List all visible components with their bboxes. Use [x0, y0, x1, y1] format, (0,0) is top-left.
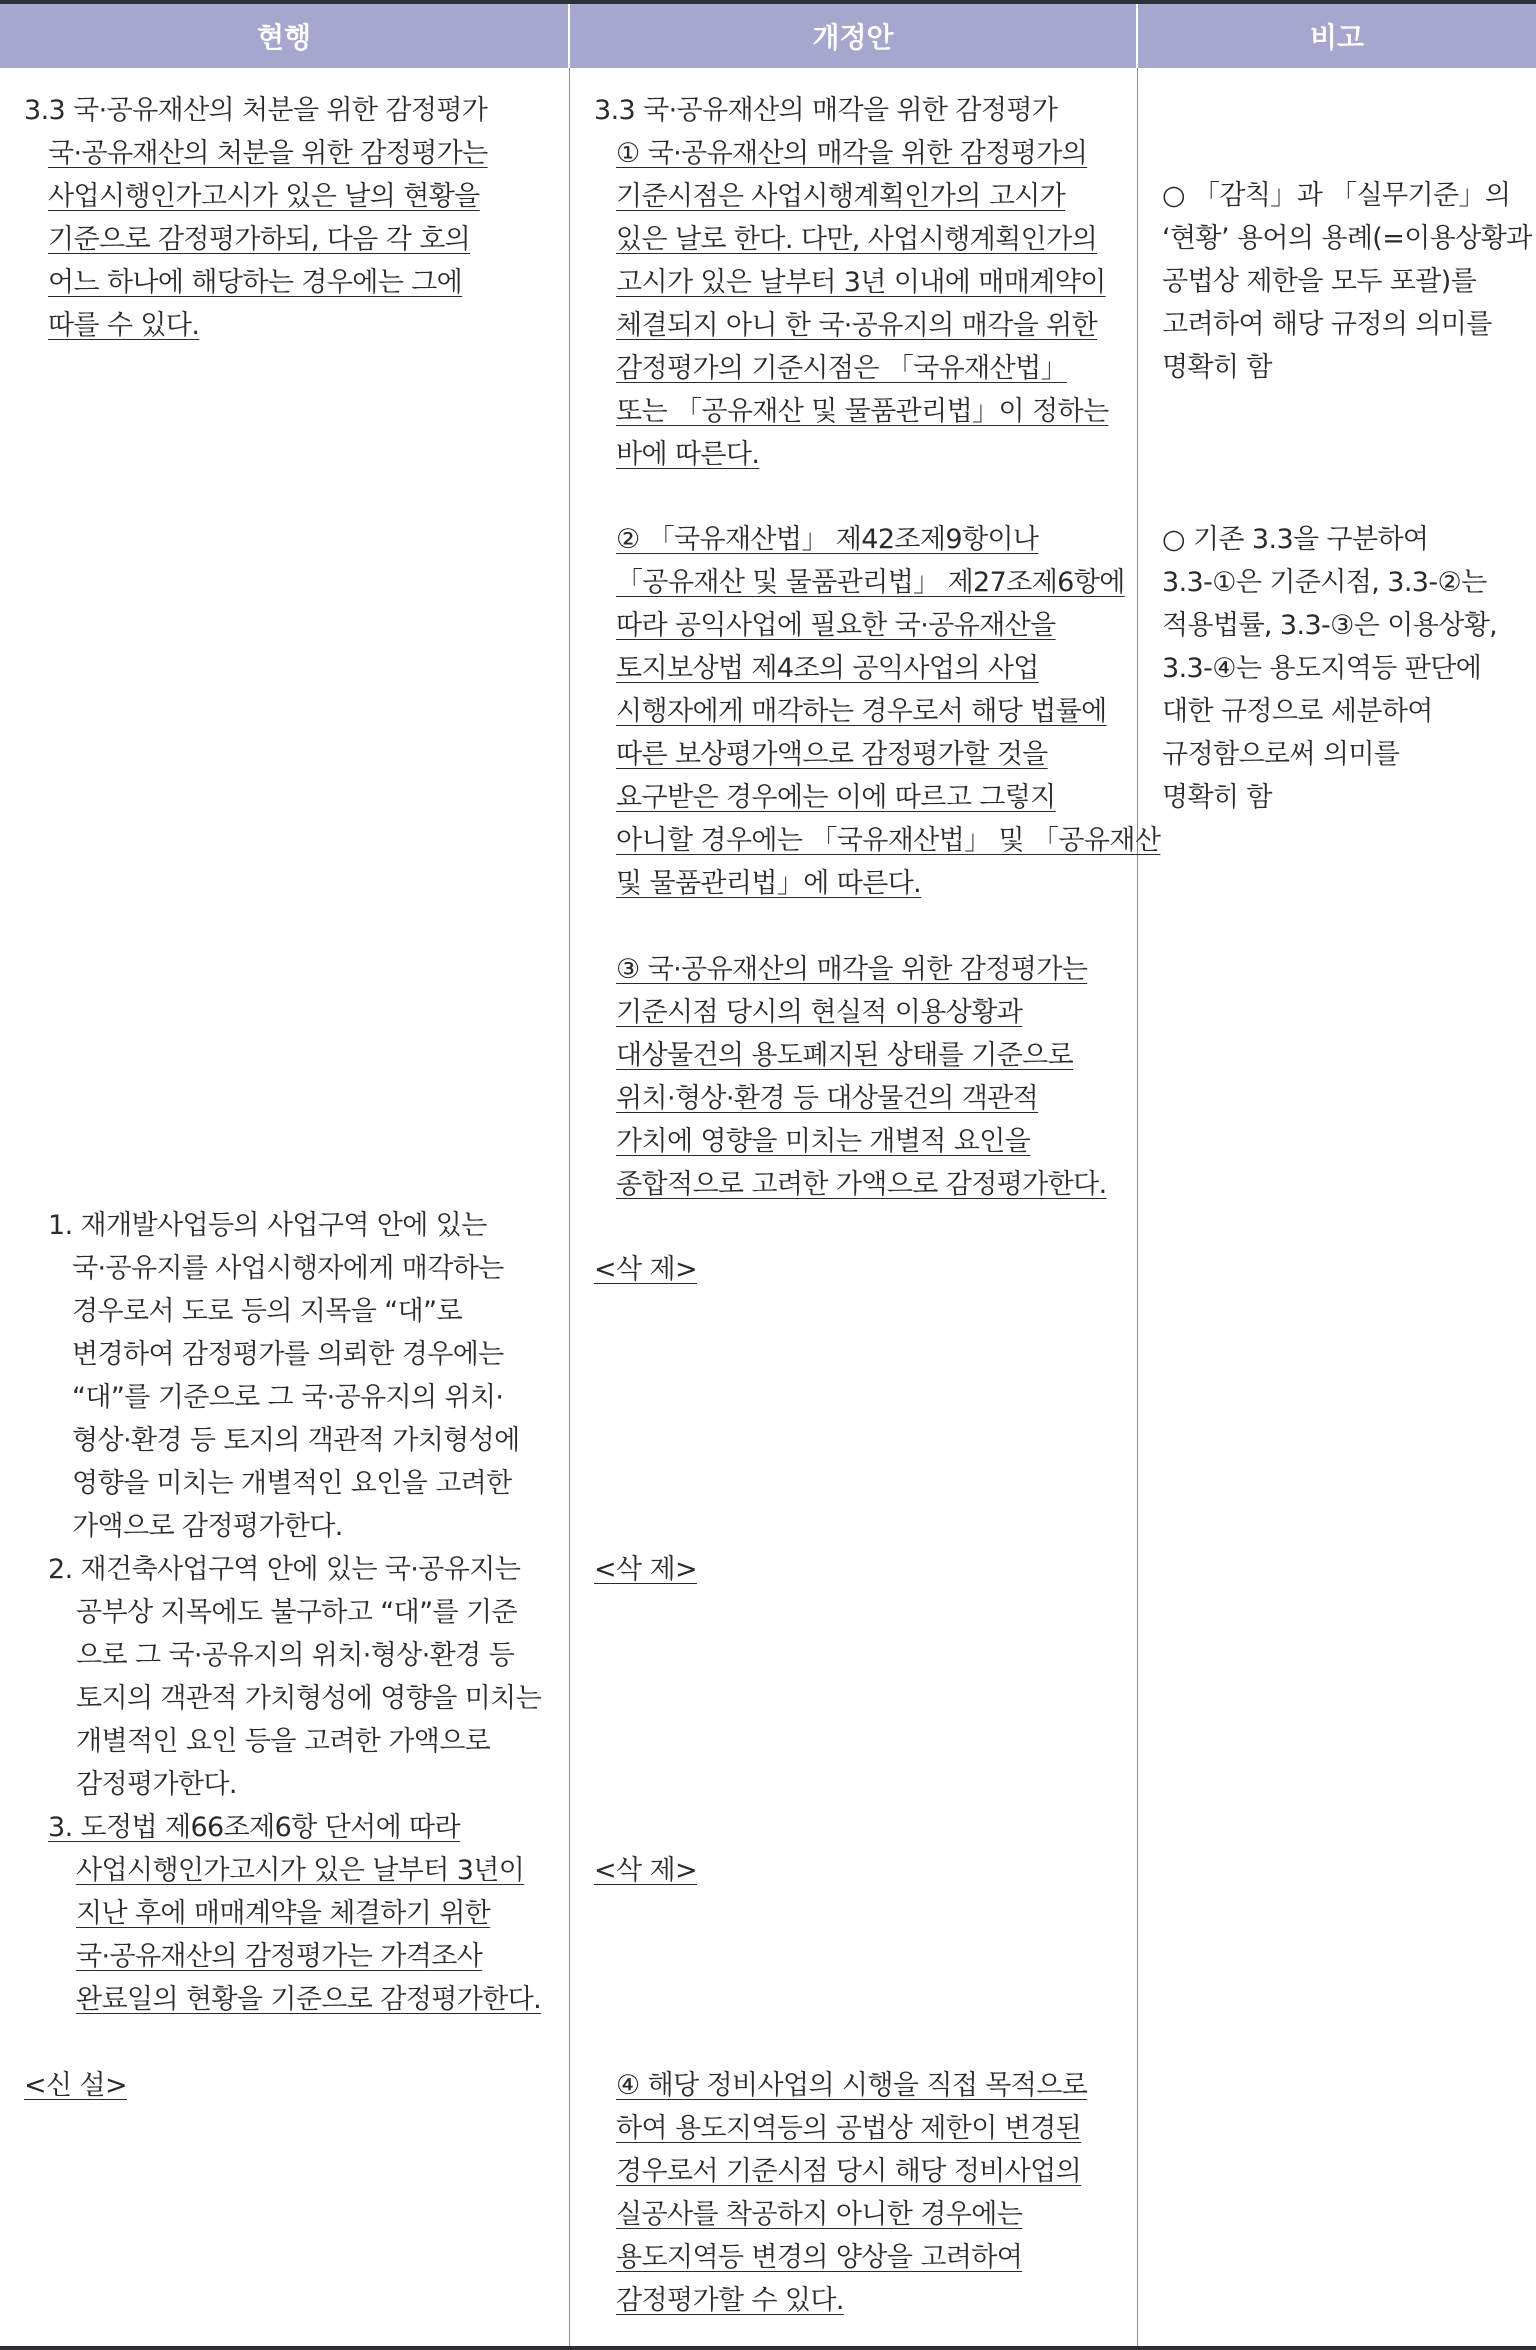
text-line: ② 「국유재산법」 제42조제9항이나	[616, 524, 1039, 555]
text-line: 공부상 지목에도 불구하고 “대”를 기준	[76, 1597, 517, 1628]
text-line: 3.3-①은 기준시점, 3.3-②는	[1162, 567, 1487, 598]
text-line: 영향을 미치는 개별적인 요인을 고려한	[72, 1468, 512, 1499]
text-line: 형상·환경 등 토지의 객관적 가치형성에	[72, 1425, 520, 1456]
text-line: 토지보상법 제4조의 공익사업의 사업	[616, 653, 1039, 684]
text-line: 종합적으로 고려한 가액으로 감정평가한다.	[616, 1169, 1107, 1200]
text-line: 「공유재산 및 물품관리법」 제27조제6항에	[616, 567, 1125, 598]
text-line: 규정함으로써 의미를	[1162, 739, 1400, 770]
text-line: 실공사를 착공하지 아니한 경우에는	[616, 2199, 1023, 2230]
text-line: 고시가 있은 날부터 3년 이내에 매매계약이	[616, 267, 1106, 298]
text-line: 으로 그 국·공유지의 위치·형상·환경 등	[76, 1640, 515, 1671]
note-1	[0, 174, 1532, 389]
text-line: 고려하여 해당 규정의 의미를	[1162, 309, 1492, 340]
text-line: 및 물품관리법」에 따른다.	[616, 868, 922, 899]
text-line: 2. 재건축사업구역 안에 있는 국·공유지는	[48, 1554, 521, 1585]
text-line: 하여 용도지역등의 공법상 제한이 변경된	[616, 2113, 1082, 2144]
note-2	[0, 518, 1497, 819]
text-line: 완료일의 현황을 기준으로 감정평가한다.	[76, 1984, 542, 2015]
text-line: 따른 보상평가액으로 감정평가할 것을	[616, 739, 1048, 770]
text-line: 기준시점 당시의 현실적 이용상황과	[616, 997, 1023, 1028]
text-line: 명확히 함	[1162, 782, 1272, 813]
text-line: 감정평가의 기준시점은 「국유재산법」	[616, 353, 1067, 384]
text-line: ④ 해당 정비사업의 시행을 직접 목적으로	[616, 2070, 1088, 2101]
text-line: 명확히 함	[1162, 352, 1272, 383]
revised-deleted-3: <삭 제>	[594, 1855, 697, 1886]
text-line: 경우로서 도로 등의 지목을 “대”로	[72, 1296, 462, 1327]
current-new-mark: <신 설>	[24, 2070, 127, 2101]
revised-section-3-3-title: 3.3 국·공유재산의 매각을 위한 감정평가	[594, 95, 1058, 126]
header-current: 현행	[0, 4, 570, 68]
text-line: 대한 규정으로 세분하여	[1162, 696, 1433, 727]
text-line: 국·공유재산의 처분을 위한 감정평가는	[48, 138, 488, 169]
text-line: 3. 도정법 제66조제6항 단서에 따라	[48, 1812, 461, 1843]
text-line: 있은 날로 한다. 다만, 사업시행계획인가의	[616, 224, 1098, 255]
text-line: 대상물건의 용도폐지된 상태를 기준으로	[616, 1040, 1074, 1071]
revised-paragraph-3	[0, 948, 1107, 1206]
text-line: 경우로서 기준시점 당시 해당 정비사업의	[616, 2156, 1082, 2187]
text-line: ③ 국·공유재산의 매각을 위한 감정평가는	[616, 954, 1088, 985]
text-line: 3.3-④는 용도지역등 판단에	[1162, 653, 1482, 684]
header-revised: 개정안	[570, 4, 1138, 68]
text-line: 용도지역등 변경의 양상을 고려하여	[616, 2242, 1023, 2273]
header-note: 비고	[1309, 21, 1365, 54]
text-line: 따를 수 있다.	[48, 310, 200, 341]
table-header	[0, 4, 1536, 68]
text-line: 변경하여 감정평가를 의뢰한 경우에는	[72, 1339, 504, 1370]
current-item-2	[0, 1548, 541, 1806]
text-line: 바에 따른다.	[616, 439, 760, 470]
text-line: 국·공유재산의 감정평가는 가격조사	[76, 1941, 483, 1972]
text-line: 위치·형상·환경 등 대상물건의 객관적	[616, 1083, 1039, 1114]
text-line: 공법상 제한을 모두 포괄)를	[1162, 266, 1477, 297]
text-line: ‘현황’ 용어의 용례(=이용상황과	[1162, 223, 1532, 254]
text-line: 따라 공익사업에 필요한 국·공유재산을	[616, 610, 1056, 641]
text-line: 사업시행인가고시가 있은 날부터 3년이	[76, 1855, 525, 1886]
text-line: 가치에 영향을 미치는 개별적 요인을	[616, 1126, 1031, 1157]
text-line: 아니할 경우에는 「국유재산법」 및 「공유재산	[616, 825, 1161, 856]
text-line: 가액으로 감정평가한다.	[72, 1511, 343, 1542]
text-line: ① 국·공유재산의 매각을 위한 감정평가의	[616, 138, 1088, 169]
text-line: 개별적인 요인 등을 고려한 가액으로	[76, 1726, 491, 1757]
current-item-1	[0, 1204, 520, 1548]
text-line: ○ 기존 3.3을 구분하여	[1162, 524, 1429, 555]
text-line: 감정평가할 수 있다.	[616, 2285, 844, 2316]
text-line: “대”를 기준으로 그 국·공유지의 위치·	[72, 1382, 504, 1413]
revised-deleted-1: <삭 제>	[594, 1254, 697, 1285]
text-line: ○ 「감칙」과 「실무기준」의	[1162, 180, 1511, 211]
revised-paragraph-4	[0, 2064, 1087, 2322]
column-divider-2	[1137, 68, 1138, 2346]
text-line: 기준시점은 사업시행계획인가의 고시가	[616, 181, 1066, 212]
text-line: 지난 후에 매매계약을 체결하기 위한	[76, 1898, 491, 1929]
text-line: 체결되지 아니 한 국·공유지의 매각을 위한	[616, 310, 1098, 341]
text-line: 또는 「공유재산 및 물품관리법」이 정하는	[616, 396, 1109, 427]
text-line: 적용법률, 3.3-③은 이용상황,	[1162, 610, 1498, 641]
text-line: 감정평가한다.	[76, 1769, 237, 1800]
text-line: 국·공유지를 사업시행자에게 매각하는	[72, 1253, 504, 1284]
text-line: 토지의 객관적 가치형성에 영향을 미치는	[76, 1683, 542, 1714]
current-section-3-3-title: 3.3 국·공유재산의 처분을 위한 감정평가	[24, 95, 488, 126]
current-item-3	[0, 1806, 541, 2021]
text-line: 기준으로 감정평가하되, 다음 각 호의	[48, 224, 471, 255]
revised-deleted-2: <삭 제>	[594, 1554, 697, 1585]
text-line: 사업시행인가고시가 있은 날의 현황을	[48, 181, 480, 212]
text-line: 시행자에게 매각하는 경우로서 해당 법률에	[616, 696, 1107, 727]
text-line: 1. 재개발사업등의 사업구역 안에 있는	[48, 1210, 487, 1241]
text-line: 요구받은 경우에는 이에 따르고 그렇지	[616, 782, 1056, 813]
text-line: 어느 하나에 해당하는 경우에는 그에	[48, 267, 463, 298]
